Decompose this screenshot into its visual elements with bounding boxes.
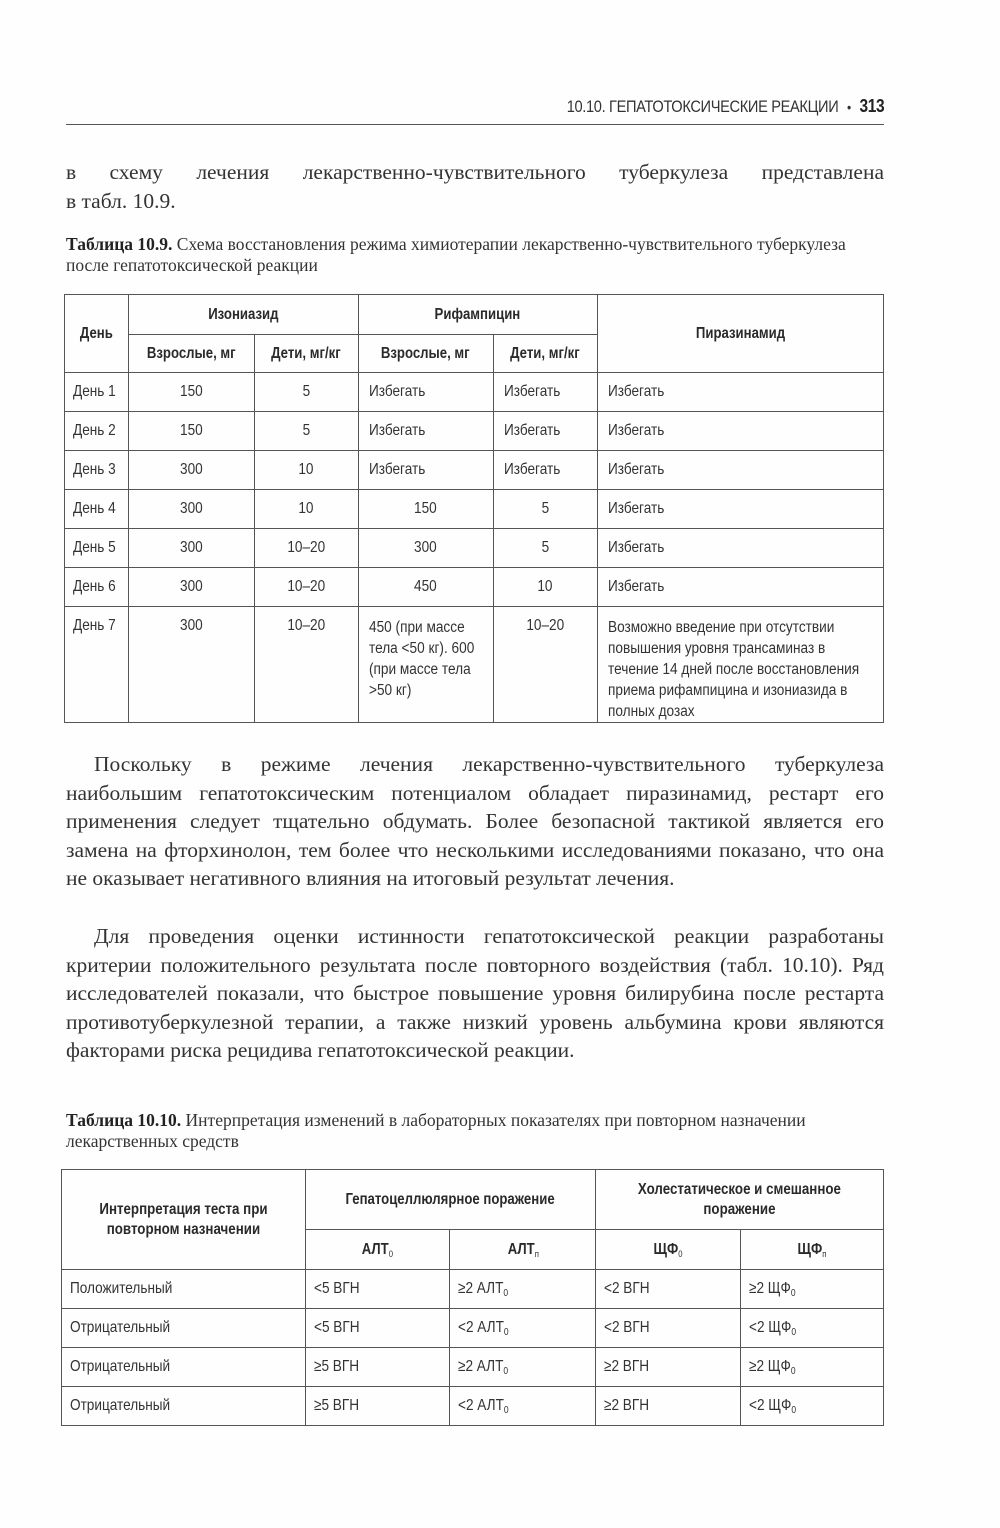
day-cell: День 1 bbox=[73, 383, 116, 400]
pza-cell: Избегать bbox=[607, 461, 664, 478]
header-pyrazinamide: Пиразинамид bbox=[597, 295, 883, 373]
table-10-10-caption bbox=[66, 1110, 884, 1152]
rif-child-cell: 10–20 bbox=[526, 617, 565, 634]
table-10-9 bbox=[64, 294, 884, 723]
running-head-text bbox=[566, 96, 884, 117]
day-cell: День 7 bbox=[73, 617, 116, 634]
rif-adult-cell: 450 bbox=[414, 578, 438, 595]
rif-child-cell: 10 bbox=[537, 578, 553, 595]
inh-child-cell: 5 bbox=[302, 383, 311, 400]
inh-child-cell: 5 bbox=[302, 422, 311, 439]
pza-cell: Избегать bbox=[607, 383, 664, 400]
table-row bbox=[62, 1309, 884, 1348]
header-alt-0: $АЛТ_0$ bbox=[305, 1230, 450, 1270]
pza-cell: Избегать bbox=[607, 578, 664, 595]
alt0-cell: <5 ВГН bbox=[313, 1280, 360, 1297]
result-cell: Отрицательный bbox=[70, 1397, 171, 1414]
header-alp-n: $ЩФ_п$ bbox=[741, 1230, 884, 1270]
header-interpretation: Интерпретация теста при повторном назначении bbox=[62, 1170, 306, 1270]
intro-paragraph bbox=[66, 158, 884, 215]
paragraph-3-text: Для проведения оценки истинности гепатотоксической реакции разработаны критерии положительного результата после повторного воздействия (табл. 10.10). Ряд исследователей показали, что быстрое повышение уровня билирубина после рестарта противотуберкулезной терапии, а также низкий уровень альбумина крови являются факторами риска рецидива гепатотоксической реакции. bbox=[66, 924, 884, 1062]
table-row bbox=[65, 412, 884, 451]
header-inh-adults: Взрослые, мг bbox=[128, 335, 254, 373]
alpn-cell: <2 $ЩФ_0$ bbox=[749, 1396, 797, 1416]
intro-line-1: в схему лечения лекарственно-чувствительного туберкулеза представлена bbox=[66, 160, 884, 184]
rif-adult-cell: 300 bbox=[414, 539, 438, 556]
inh-adult-cell: 300 bbox=[180, 617, 203, 634]
day-cell: День 3 bbox=[73, 461, 116, 478]
inh-child-cell: 10–20 bbox=[287, 539, 326, 556]
pza-cell: Избегать bbox=[607, 539, 664, 556]
paragraph-rechallenge bbox=[66, 922, 884, 1065]
alpn-cell: ≥2 $ЩФ_0$ bbox=[749, 1279, 796, 1299]
header-isoniazid: Изониазид bbox=[128, 295, 358, 335]
pza-cell: Избегать bbox=[607, 500, 664, 517]
header-inh-children: Дети, мг/кг bbox=[254, 335, 358, 373]
header-cholestatic: Холестатическое и смешанное поражение bbox=[596, 1170, 884, 1230]
table-10-9-caption bbox=[66, 234, 884, 276]
alp0-cell: ≥2 ВГН bbox=[604, 1397, 650, 1414]
bullet-separator: • bbox=[846, 99, 851, 115]
inh-adult-cell: 300 bbox=[180, 500, 203, 517]
table-row bbox=[65, 607, 884, 723]
header-hepatocellular: Гепатоцеллюлярное поражение bbox=[305, 1170, 596, 1230]
inh-child-cell: 10–20 bbox=[287, 578, 326, 595]
table-row bbox=[65, 373, 884, 412]
table-row bbox=[62, 1270, 884, 1309]
rif-adult-cell: 450 (при массе тела <50 кг). 600 (при массе тела >50 кг) bbox=[368, 619, 475, 699]
alp0-cell: <2 ВГН bbox=[604, 1319, 650, 1336]
day-cell: День 2 bbox=[73, 422, 116, 439]
section-title: 10.10. ГЕПАТОТОКСИЧЕСКИЕ РЕАКЦИИ bbox=[566, 97, 839, 116]
alt0-cell: ≥5 ВГН bbox=[313, 1397, 359, 1414]
table-row bbox=[62, 1387, 884, 1426]
rif-adult-cell: 150 bbox=[414, 500, 438, 517]
alt0-cell: <5 ВГН bbox=[313, 1319, 360, 1336]
result-cell: Положительный bbox=[70, 1280, 173, 1297]
result-cell: Отрицательный bbox=[70, 1358, 171, 1375]
pza-cell: Возможно введение при отсутствии повышения уровня трансаминаз в течение 14 дней после восстановления приема рифампицина и изониазида в полных дозах bbox=[607, 619, 859, 720]
inh-adult-cell: 300 bbox=[180, 578, 203, 595]
rif-child-cell: 5 bbox=[541, 539, 549, 556]
running-head bbox=[66, 92, 884, 125]
altn-cell: <2 $АЛТ_0$ bbox=[458, 1396, 510, 1416]
paragraph-2-text: Поскольку в режиме лечения лекарственно-чувствительного туберкулеза наибольшим гепатотоксическим потенциалом обладает пиразинамид, рестарт его применения следует тщательно обдумать. Более безопасной тактикой является его замена на фторхинолон, тем более что несколькими исследованиями показано, что она не оказывает негативного влияния на итоговый результат лечения. bbox=[66, 752, 884, 890]
altn-cell: <2 $АЛТ_0$ bbox=[458, 1318, 510, 1338]
table-row bbox=[65, 568, 884, 607]
paragraph-pyrazinamide bbox=[66, 750, 884, 893]
table-10-10 bbox=[61, 1169, 884, 1426]
header-rif-adults: Взрослые, мг bbox=[358, 335, 493, 373]
alpn-cell: ≥2 $ЩФ_0$ bbox=[749, 1357, 796, 1377]
table-10-10-caption-text: Интерпретация изменений в лабораторных показателях при повторном назначении лекарственных средств bbox=[66, 1110, 806, 1151]
header-rif-children: Дети, мг/кг bbox=[493, 335, 597, 373]
rif-adult-cell: Избегать bbox=[368, 422, 426, 439]
pza-cell: Избегать bbox=[607, 422, 664, 439]
alp0-cell: ≥2 ВГН bbox=[604, 1358, 650, 1375]
result-cell: Отрицательный bbox=[70, 1319, 171, 1336]
day-cell: День 5 bbox=[73, 539, 116, 556]
altn-cell: ≥2 $АЛТ_0$ bbox=[458, 1279, 509, 1299]
alt0-cell: ≥5 ВГН bbox=[313, 1358, 359, 1375]
day-cell: День 4 bbox=[73, 500, 116, 517]
header-day: День bbox=[65, 295, 129, 373]
rif-child-cell: 5 bbox=[541, 500, 549, 517]
header-alp-0: $ЩФ_0$ bbox=[596, 1230, 741, 1270]
table-10-10-caption-label: Таблица 10.10. bbox=[66, 1110, 182, 1130]
inh-child-cell: 10 bbox=[298, 461, 314, 478]
rif-adult-cell: Избегать bbox=[368, 383, 426, 400]
rif-adult-cell: Избегать bbox=[368, 461, 426, 478]
table-10-9-caption-label: Таблица 10.9. bbox=[66, 234, 173, 254]
inh-adult-cell: 300 bbox=[180, 461, 203, 478]
table-row bbox=[65, 529, 884, 568]
day-cell: День 6 bbox=[73, 578, 116, 595]
altn-cell: ≥2 $АЛТ_0$ bbox=[458, 1357, 509, 1377]
header-rifampicin: Рифампицин bbox=[358, 295, 597, 335]
inh-adult-cell: 300 bbox=[180, 539, 203, 556]
rif-child-cell: Избегать bbox=[503, 422, 560, 439]
intro-line-2: в табл. 10.9. bbox=[66, 188, 176, 213]
table-row bbox=[65, 490, 884, 529]
alp0-cell: <2 ВГН bbox=[604, 1280, 650, 1297]
table-10-9-caption-text: Схема восстановления режима химиотерапии лекарственно-чувствительного туберкулеза после гепатотоксической реакции bbox=[66, 234, 846, 275]
table-row bbox=[65, 451, 884, 490]
table-row bbox=[62, 1348, 884, 1387]
header-alt-n: $АЛТ_п$ bbox=[450, 1230, 596, 1270]
alpn-cell: <2 $ЩФ_0$ bbox=[749, 1318, 797, 1338]
inh-child-cell: 10–20 bbox=[287, 617, 326, 634]
page-number: 313 bbox=[859, 96, 884, 116]
inh-child-cell: 10 bbox=[298, 500, 314, 517]
rif-child-cell: Избегать bbox=[503, 383, 560, 400]
rif-child-cell: Избегать bbox=[503, 461, 560, 478]
inh-adult-cell: 150 bbox=[180, 422, 203, 439]
inh-adult-cell: 150 bbox=[180, 383, 203, 400]
